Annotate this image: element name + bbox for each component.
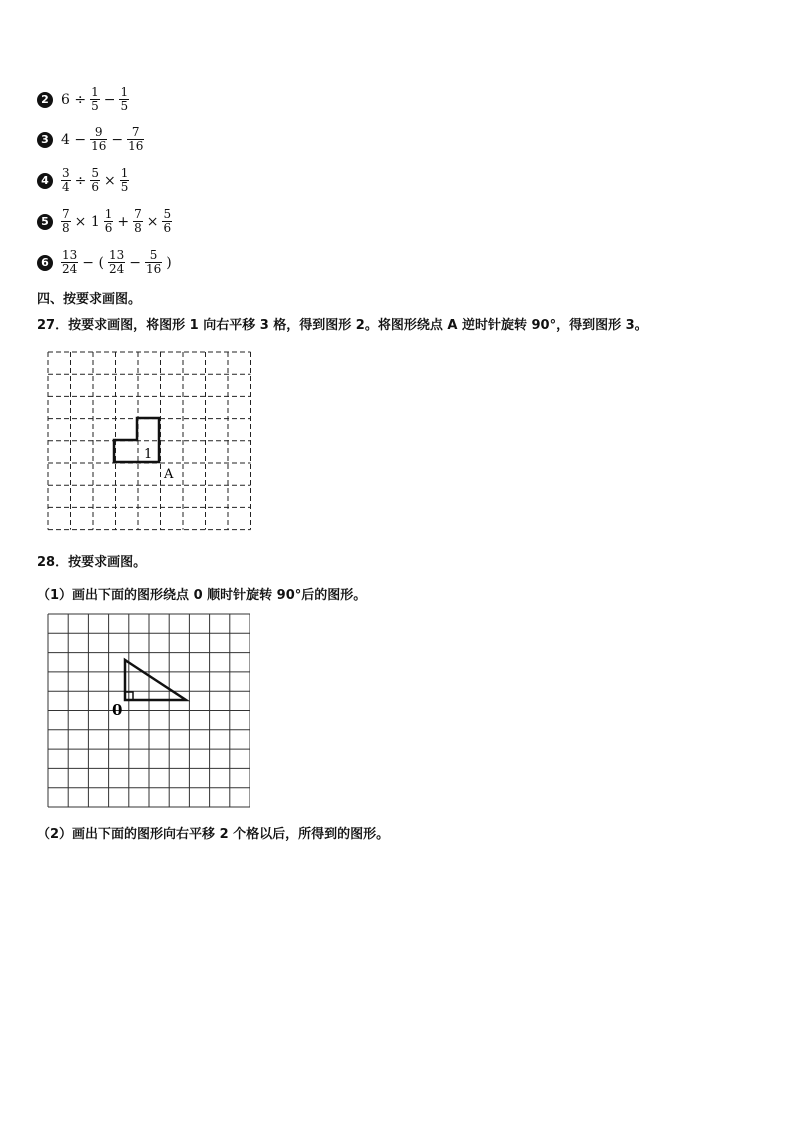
q27-dashed-grid [46,350,251,532]
expression-3 [37,126,146,153]
fraction [90,167,100,194]
q28-grid [40,612,250,808]
figure-1-label: 1 [144,447,153,462]
fraction-numerator: 1 [104,207,113,221]
item-number-badge: 6 [37,255,53,271]
fraction-denominator: 6 [163,221,172,235]
expression-token: × 1 [74,213,100,230]
fraction [108,249,125,276]
fraction-numerator: 7 [62,207,70,221]
fraction-numerator: 1 [120,166,129,180]
fraction-numerator: 1 [120,85,129,99]
fraction [90,126,107,153]
expression-token: × [146,213,159,230]
expression-token: × [104,172,116,189]
question-27-text: 27．按要求画图，将图形 1 向右平移 3 格，得到图形 2。将图形绕点 A 逆时针旋转 90°，得到图形 3。 [37,318,648,333]
fraction-denominator: 16 [91,139,107,153]
fraction-denominator: 5 [120,180,129,194]
fraction-numerator: 5 [149,248,158,262]
fraction-numerator: 13 [108,248,125,262]
fraction-numerator: 7 [131,125,140,139]
section-title: 四、按要求画图。 [37,292,142,307]
expression-token: + [117,213,130,230]
fraction-numerator: 1 [91,85,99,99]
expression-token: 4 − [61,131,87,148]
fraction-numerator: 5 [163,207,172,221]
fraction [119,86,129,113]
question-28-sub2: （2）画出下面的图形向右平移 2 个格以后，所得到的图形。 [37,827,390,842]
fraction-denominator: 8 [62,221,70,235]
fraction-denominator: 4 [62,180,70,194]
fraction [90,86,100,113]
expression-token: − [129,254,141,271]
question-28-sub1: （1）画出下面的图形绕点 0 顺时针旋转 90°后的图形。 [37,588,367,603]
item-number-badge: 4 [37,173,53,189]
fraction [127,126,144,153]
fraction-denominator: 6 [91,180,100,194]
expression-2 [37,86,131,113]
expression-4 [37,167,131,194]
expression-token: ) [166,254,172,271]
fraction [133,208,143,235]
fraction-numerator: 7 [134,207,142,221]
fraction-numerator: 13 [62,248,78,262]
point-0-label: 0 [112,701,123,719]
fraction-denominator: 8 [134,221,142,235]
fraction [61,249,78,276]
expression-token: − ( [82,254,104,271]
fraction [61,208,71,235]
fraction [162,208,172,235]
expression-5 [37,208,174,235]
fraction-denominator: 24 [108,262,125,276]
expression-token: 6 ÷ [61,91,87,108]
expression-token: ÷ [74,172,87,189]
item-number-badge: 5 [37,214,53,230]
fraction-numerator: 5 [91,166,100,180]
fraction-numerator: 9 [94,125,103,139]
fraction-denominator: 5 [91,99,99,113]
question-28-title: 28．按要求画图。 [37,555,147,570]
fraction-denominator: 16 [128,139,144,153]
point-a-label: A [164,467,174,482]
item-number-badge: 2 [37,92,53,108]
fraction-numerator: 3 [62,166,70,180]
expression-6 [37,249,174,276]
fraction-denominator: 6 [104,221,113,235]
expression-token: − [111,131,124,148]
fraction [104,208,114,235]
expression-token: − [103,91,116,108]
item-number-badge: 3 [37,132,53,148]
fraction [120,167,130,194]
fraction-denominator: 5 [120,99,129,113]
fraction [61,167,71,194]
right-triangle-shape [125,660,186,700]
fraction-denominator: 24 [62,262,78,276]
fraction [145,249,162,276]
fraction-denominator: 16 [145,262,162,276]
